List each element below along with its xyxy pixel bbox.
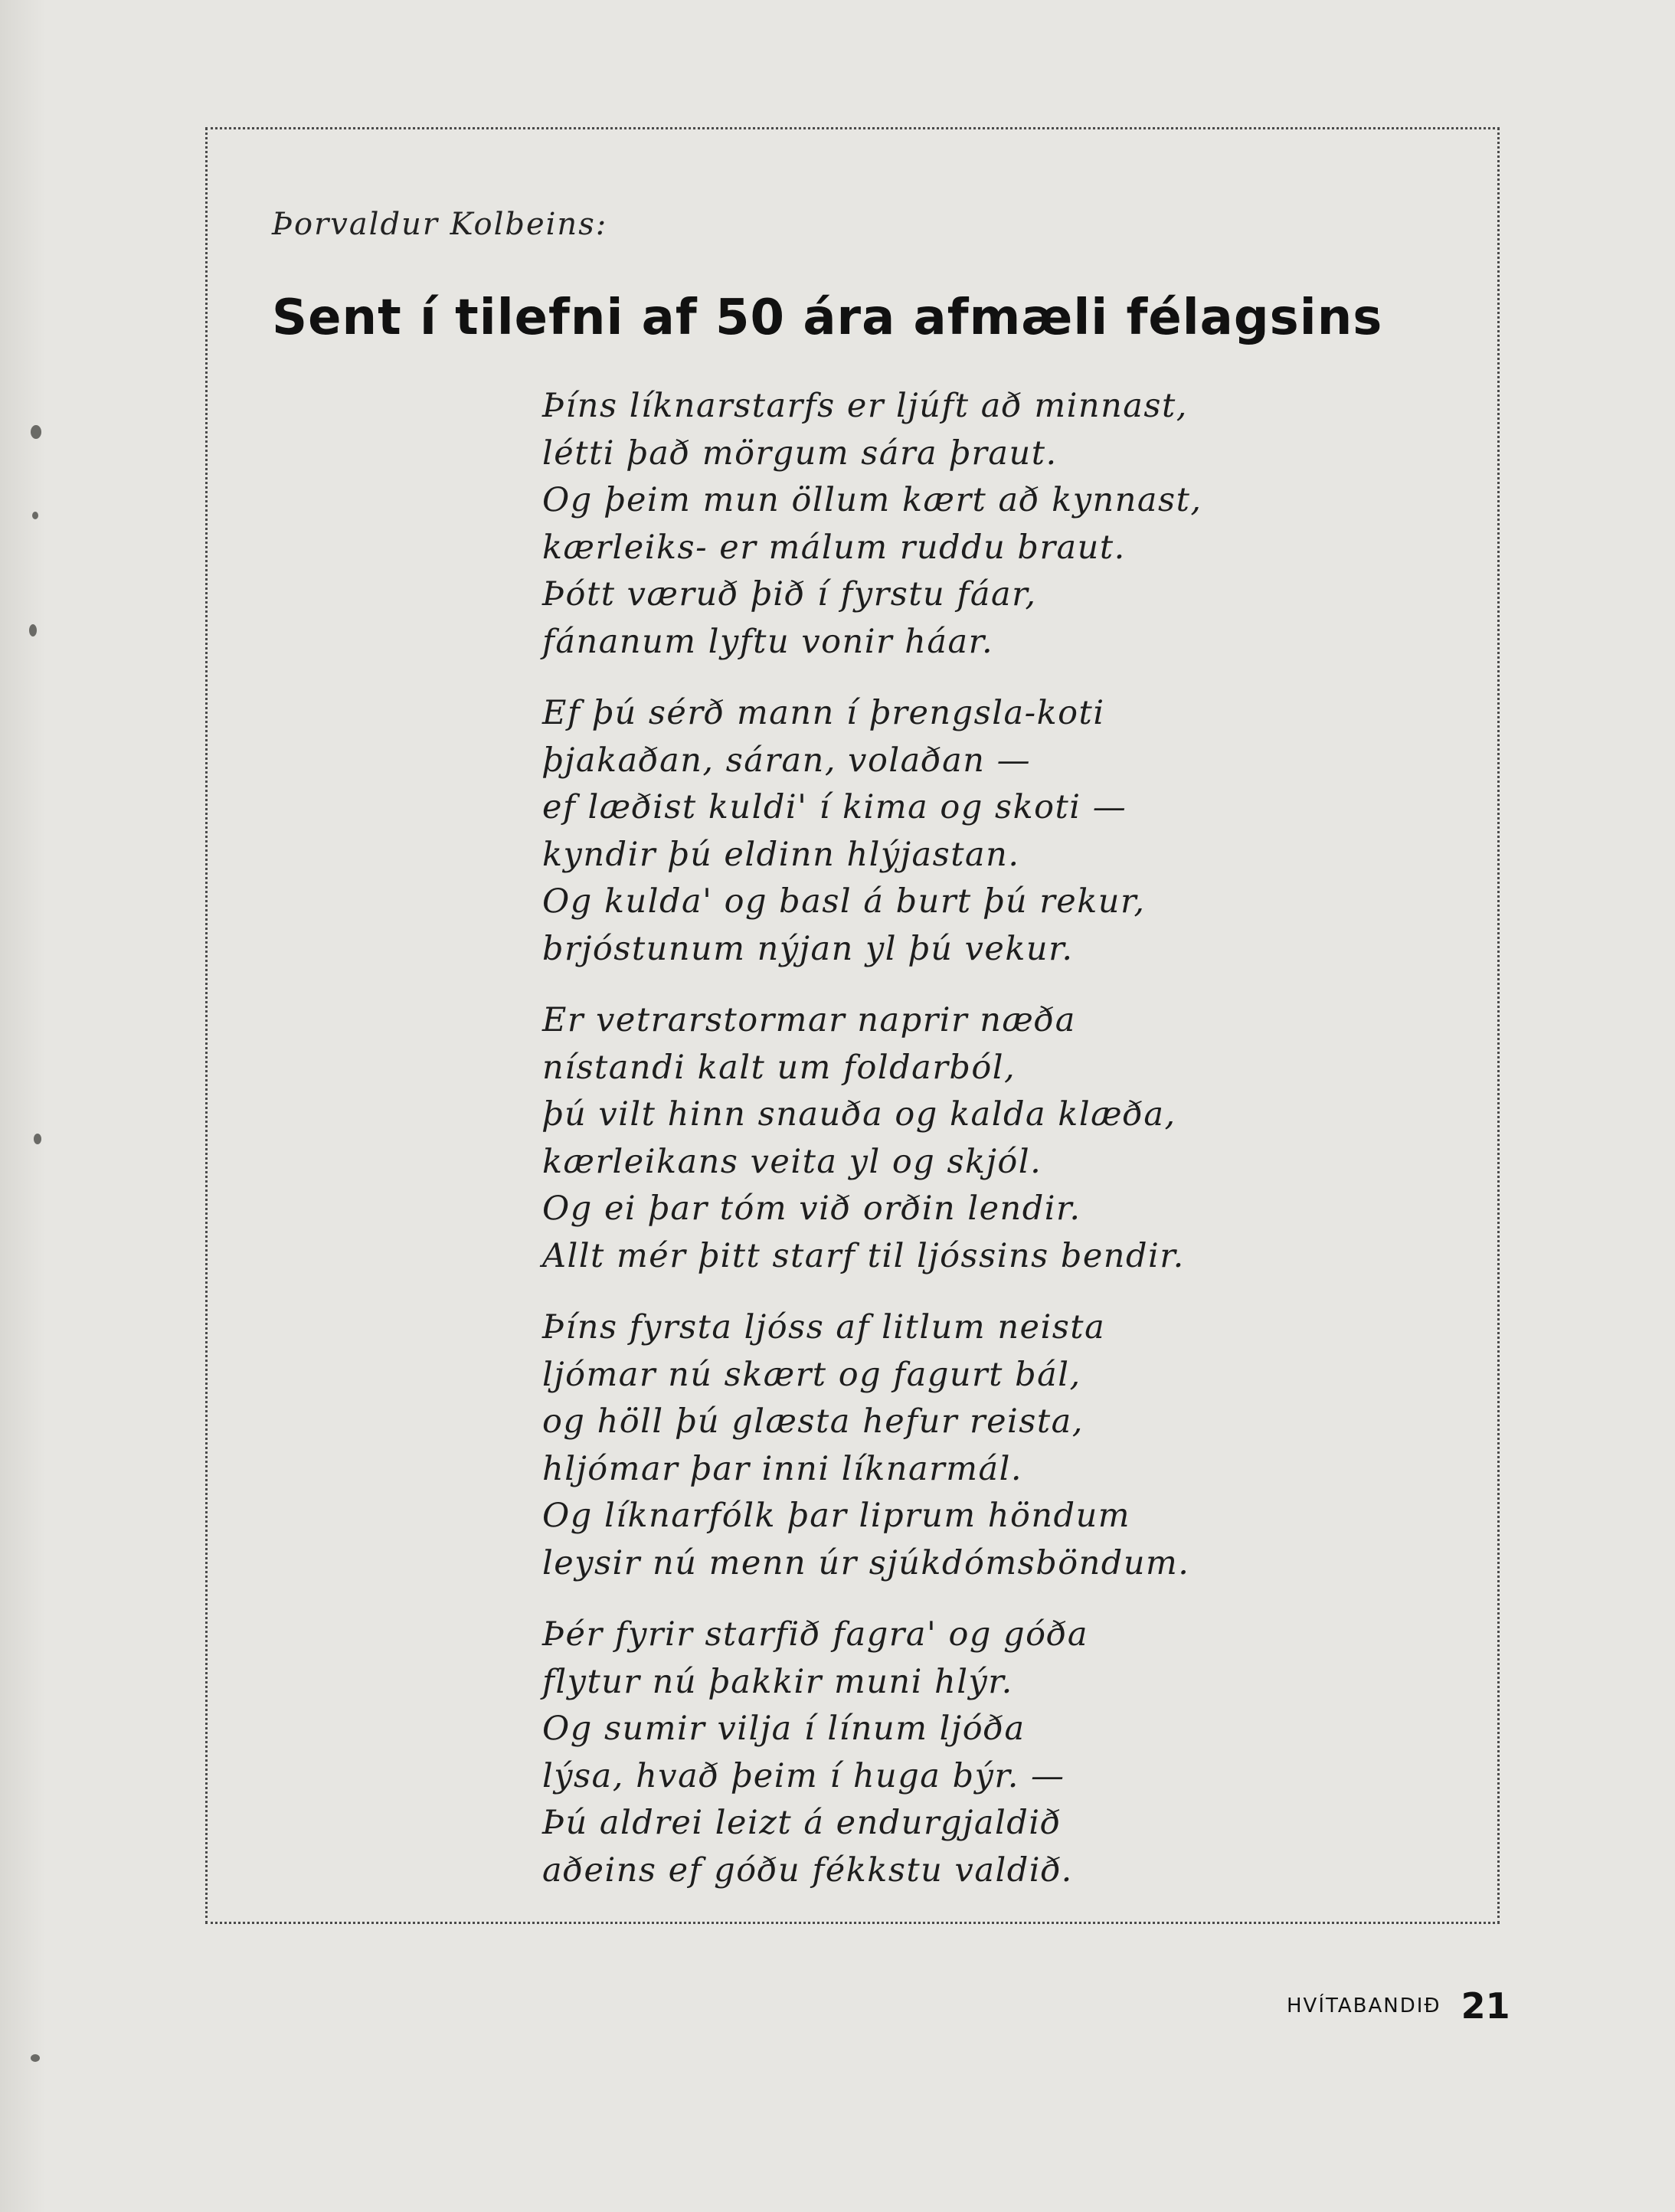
publication-name: HVÍTABANDIÐ [1287,1994,1441,2017]
paper-fleck [34,1134,41,1144]
poem-line: Ef þú sérð mann í þrengsla-koti [542,694,1105,732]
page-binding-edge [0,0,46,2212]
poem-body [542,383,1385,1919]
paper-fleck [32,512,38,519]
stanza-5 [542,1612,1385,1894]
poem-line: Og líknarfólk þar liprum höndum [542,1497,1131,1535]
paper-fleck [29,624,37,636]
poem-line: Þú aldrei leizt á endurgjaldið [542,1804,1062,1842]
poem-line: þú vilt hinn snauða og kalda klæða, [542,1095,1176,1134]
poem-line: Og kulda' og basl á burt þú rekur, [542,882,1146,921]
poem-line: Og sumir vilja í línum ljóða [542,1710,1026,1748]
poem-line: flytur nú þakkir muni hlýr. [542,1662,1013,1701]
author-name: Þorvaldur Kolbeins: [272,207,608,242]
poem-line: létti það mörgum sára þraut. [542,434,1058,473]
poem-title: Sent í tilefni af 50 ára afmæli félagsins [272,290,1383,346]
poem-line: ef læðist kuldi' í kima og skoti — [542,788,1127,826]
stanza-2 [542,690,1385,973]
paper-fleck [31,425,41,439]
poem-line: fánanum lyftu vonir háar. [542,622,994,661]
page-footer [1287,1985,1510,2027]
poem-line: brjóstunum nýjan yl þú vekur. [542,929,1074,968]
poem-line: kyndir þú eldinn hlýjastan. [542,835,1020,874]
poem-line: og höll þú glæsta hefur reista, [542,1402,1084,1441]
paper-fleck [31,2054,40,2062]
poem-line: kærleikans veita yl og skjól. [542,1142,1042,1181]
poem-line: Og ei þar tóm við orðin lendir. [542,1189,1081,1228]
poem-line: kærleiks- er málum ruddu braut. [542,528,1126,567]
poem-line: Þíns líknarstarfs er ljúft að minnast, [542,387,1188,425]
poem-line: leysir nú menn úr sjúkdómsböndum. [542,1543,1190,1582]
poem-line: Og þeim mun öllum kært að kynnast, [542,481,1202,519]
poem-line: þjakaðan, sáran, volaðan — [542,741,1032,780]
poem-line: lýsa, hvað þeim í huga býr. — [542,1756,1065,1795]
poem-line: nístandi kalt um foldarból, [542,1048,1016,1087]
poem-line: Þíns fyrsta ljóss af litlum neista [542,1308,1106,1347]
poem-line: Þótt væruð þið í fyrstu fáar, [542,575,1037,614]
poem-line: Þér fyrir starfið fagra' og góða [542,1615,1089,1654]
stanza-3 [542,997,1385,1280]
page-number: 21 [1461,1985,1510,2027]
poem-line: ljómar nú skært og fagurt bál, [542,1355,1081,1394]
poem-line: aðeins ef góðu fékkstu valdið. [542,1850,1073,1890]
poem-line: Allt mér þitt starf til ljóssins bendir. [542,1236,1185,1275]
stanza-1 [542,383,1385,666]
poem-line: hljómar þar inni líknarmál. [542,1449,1023,1488]
stanza-4 [542,1304,1385,1587]
poem-line: Er vetrarstormar naprir næða [542,1001,1076,1039]
